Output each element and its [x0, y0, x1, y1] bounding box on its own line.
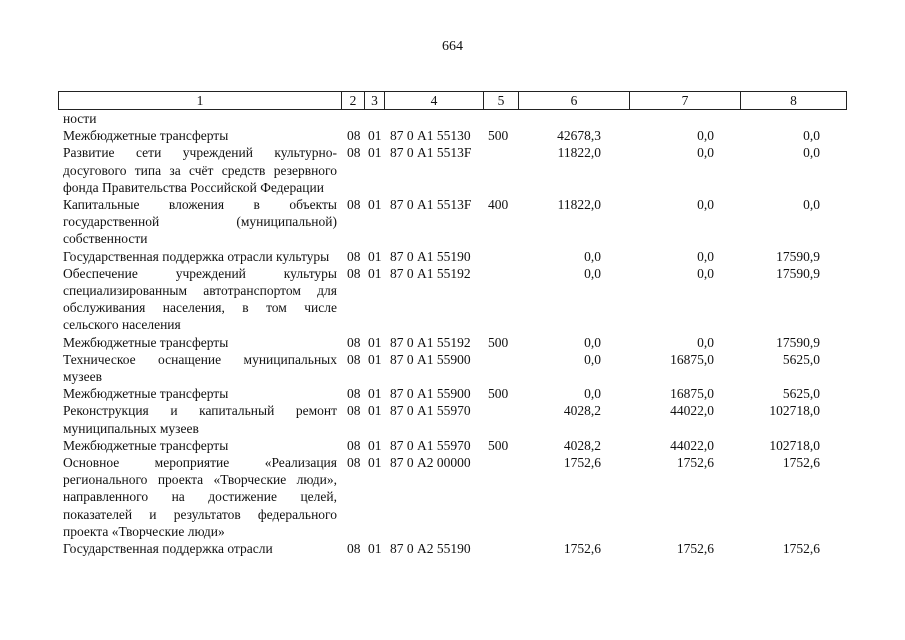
- header-col-7: 7: [630, 92, 741, 110]
- row-cell-c5: [483, 540, 518, 557]
- row-cell-c3: 01: [368, 386, 382, 402]
- row-cell-c3: 01: [368, 128, 382, 144]
- row-cell-c6: 1752,6: [563, 541, 601, 557]
- row-cell-c4: 87 0 А1 55970: [390, 437, 471, 453]
- row-cell-c5: [483, 402, 518, 436]
- table-row: [58, 248, 846, 265]
- row-cell-c7: 0,0: [697, 145, 714, 161]
- row-cell-c8: 5625,0: [782, 386, 820, 402]
- row-cell-c5: 400: [488, 197, 509, 213]
- row-cell-c4: 87 0 А1 5513F: [390, 145, 472, 161]
- row-cell-c4: [384, 110, 483, 127]
- table-row: [58, 110, 846, 127]
- row-cell-c2: 08: [347, 145, 361, 161]
- row-cell-c4: 87 0 А2 00000: [390, 455, 471, 471]
- row-cell-c6: 0,0: [584, 265, 601, 281]
- row-cell-c2: 08: [347, 403, 361, 419]
- row-cell-c8: 5625,0: [782, 351, 820, 367]
- row-cell-c4: 87 0 А1 55970: [390, 403, 471, 419]
- row-cell-c7: 16875,0: [670, 351, 714, 367]
- row-cell-c2: [341, 110, 364, 127]
- row-name-cell: Межбюджетные трансферты: [63, 334, 229, 350]
- row-cell-c4: 87 0 А1 55190: [390, 248, 471, 264]
- row-cell-c6: 11822,0: [557, 197, 601, 213]
- row-cell-c3: 01: [368, 265, 382, 281]
- table-row: [58, 540, 846, 557]
- row-cell-c2: 08: [347, 197, 361, 213]
- row-cell-c6: 0,0: [584, 351, 601, 367]
- row-cell-c5: [483, 265, 518, 334]
- row-cell-c3: 01: [368, 248, 382, 264]
- row-cell-c3: 01: [368, 455, 382, 471]
- row-cell-c2: 08: [347, 455, 361, 471]
- row-cell-c4: 87 0 А1 55900: [390, 386, 471, 402]
- row-cell-c2: 08: [347, 265, 361, 281]
- row-name-cell: Реконструкция и капитальный ремонт муниципальных музеев: [63, 403, 337, 436]
- row-cell-c3: 01: [368, 403, 382, 419]
- row-name-cell: Развитие сети учреждений культурно-досугового типа за счёт средств резервного фонда Правительства Российской Федерации: [63, 145, 337, 195]
- row-cell-c7: 16875,0: [670, 386, 714, 402]
- row-cell-c7: 0,0: [697, 248, 714, 264]
- row-name-cell: Государственная поддержка отрасли культуры: [63, 248, 330, 264]
- row-cell-c6: 0,0: [584, 248, 601, 264]
- row-cell-c3: 01: [368, 541, 382, 557]
- row-cell-c2: 08: [347, 248, 361, 264]
- row-cell-c2: 08: [347, 334, 361, 350]
- row-cell-c3: 01: [368, 145, 382, 161]
- table-header: [58, 91, 847, 110]
- row-cell-c6: 4028,2: [563, 403, 601, 419]
- table-row: [58, 437, 846, 454]
- row-cell-c6: [518, 110, 629, 127]
- row-name-cell: Межбюджетные трансферты: [63, 128, 229, 144]
- row-cell-c7: 0,0: [697, 197, 714, 213]
- header-col-2: 2: [342, 92, 365, 110]
- row-cell-c4: 87 0 А1 55130: [390, 128, 471, 144]
- row-cell-c8: 17590,9: [776, 265, 820, 281]
- table-row: [58, 144, 846, 196]
- row-cell-c8: [740, 110, 846, 127]
- row-cell-c8: 102718,0: [769, 403, 820, 419]
- row-cell-c5: 500: [488, 437, 509, 453]
- budget-table: [58, 110, 846, 557]
- row-cell-c8: 0,0: [803, 145, 820, 161]
- row-cell-c8: 1752,6: [782, 455, 820, 471]
- row-cell-c5: [483, 248, 518, 265]
- row-name-cell: Техническое оснащение муниципальных музеев: [63, 351, 337, 385]
- row-cell-c3: 01: [368, 197, 382, 213]
- table-row: [58, 385, 846, 402]
- table-row: [58, 196, 846, 248]
- row-name-cell: Межбюджетные трансферты: [63, 386, 229, 402]
- table-row: [58, 454, 846, 540]
- row-cell-c5: 500: [488, 386, 509, 402]
- row-cell-c2: 08: [347, 351, 361, 367]
- row-cell-c3: 01: [368, 437, 382, 453]
- row-cell-c4: 87 0 А1 55192: [390, 265, 471, 281]
- row-name-cell: Основное мероприятие «Реализация регионального проекта «Творческие люди», направленного на достижение целей, показателей и результатов федерального проекта «Творческие люди»: [63, 455, 337, 539]
- row-cell-c6: 42678,3: [557, 128, 601, 144]
- row-name-cell: ности: [63, 111, 97, 126]
- row-cell-c2: 08: [347, 541, 361, 557]
- row-cell-c6: 0,0: [584, 386, 601, 402]
- row-cell-c8: 0,0: [803, 197, 820, 213]
- row-cell-c7: 0,0: [697, 265, 714, 281]
- row-cell-c4: 87 0 А1 55900: [390, 351, 471, 367]
- row-cell-c7: 0,0: [697, 334, 714, 350]
- header-col-6: 6: [519, 92, 630, 110]
- row-name-cell: Межбюджетные трансферты: [63, 437, 229, 453]
- row-cell-c8: 102718,0: [769, 437, 820, 453]
- row-name-cell: Государственная поддержка отрасли: [63, 541, 273, 557]
- header-col-8: 8: [741, 92, 847, 110]
- header-col-5: 5: [484, 92, 519, 110]
- row-cell-c7: 1752,6: [676, 541, 714, 557]
- row-cell-c6: 11822,0: [557, 145, 601, 161]
- row-cell-c5: [483, 144, 518, 196]
- header-col-3: 3: [365, 92, 385, 110]
- row-cell-c7: [629, 110, 740, 127]
- row-cell-c7: 44022,0: [670, 403, 714, 419]
- row-cell-c3: [364, 110, 384, 127]
- row-name-cell: Обеспечение учреждений культуры специализированным автотранспортом для обслуживания населения, в том числе сельского населения: [63, 265, 337, 333]
- row-cell-c4: 87 0 А1 5513F: [390, 197, 472, 213]
- table-row: [58, 334, 846, 351]
- table-row: [58, 402, 846, 436]
- row-cell-c8: 1752,6: [782, 541, 820, 557]
- row-cell-c7: 1752,6: [676, 455, 714, 471]
- table-row: [58, 351, 846, 385]
- table-row: [58, 127, 846, 144]
- row-cell-c4: 87 0 А2 55190: [390, 541, 471, 557]
- row-cell-c4: 87 0 А1 55192: [390, 334, 471, 350]
- table-row: [58, 265, 846, 334]
- row-cell-c6: 1752,6: [563, 455, 601, 471]
- row-cell-c7: 0,0: [697, 128, 714, 144]
- row-cell-c2: 08: [347, 128, 361, 144]
- row-cell-c5: [483, 351, 518, 385]
- header-col-1: 1: [59, 92, 342, 110]
- header-col-4: 4: [385, 92, 484, 110]
- row-cell-c8: 0,0: [803, 128, 820, 144]
- row-cell-c3: 01: [368, 334, 382, 350]
- row-cell-c5: 500: [488, 128, 509, 144]
- row-cell-c8: 17590,9: [776, 334, 820, 350]
- row-cell-c6: 4028,2: [563, 437, 601, 453]
- row-name-cell: Капитальные вложения в объекты государственной (муниципальной) собственности: [63, 197, 337, 247]
- row-cell-c2: 08: [347, 437, 361, 453]
- row-cell-c7: 44022,0: [670, 437, 714, 453]
- row-cell-c2: 08: [347, 386, 361, 402]
- row-cell-c5: 500: [488, 334, 509, 350]
- row-cell-c6: 0,0: [584, 334, 601, 350]
- row-cell-c5: [483, 110, 518, 127]
- page-number: 664: [442, 39, 463, 54]
- row-cell-c5: [483, 454, 518, 540]
- row-cell-c8: 17590,9: [776, 248, 820, 264]
- row-cell-c3: 01: [368, 351, 382, 367]
